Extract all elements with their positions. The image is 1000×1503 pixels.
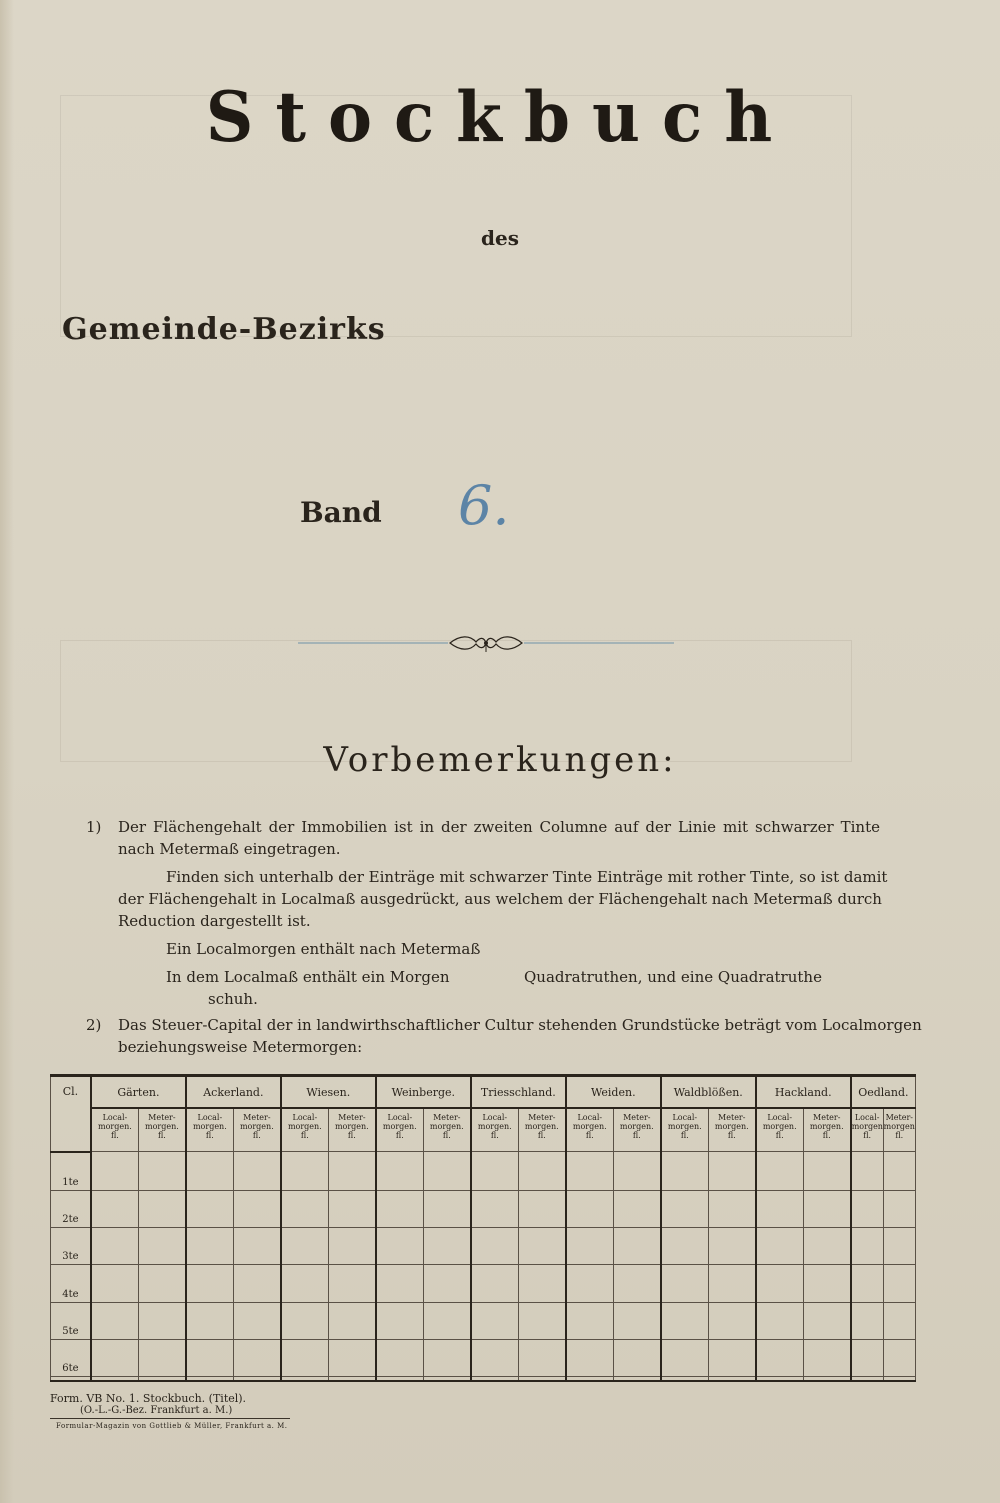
table-cell: [756, 1340, 803, 1377]
band-label: Band: [300, 496, 382, 529]
table-cell: [803, 1302, 850, 1339]
table-cell: [423, 1152, 471, 1191]
table-cell: [423, 1302, 471, 1339]
table-cell: [376, 1152, 423, 1191]
table-cell: [613, 1377, 661, 1381]
table-cell: [138, 1190, 185, 1227]
table-cell: [186, 1340, 233, 1377]
table-cell: [423, 1190, 471, 1227]
table-cell: [281, 1228, 328, 1265]
table-cell: [138, 1377, 185, 1381]
table-cell: [661, 1302, 708, 1339]
form-number: Form. VB No. 1. Stockbuch. (Titel).: [50, 1392, 247, 1405]
table-cell: [471, 1228, 518, 1265]
table-cell: [708, 1228, 755, 1265]
footer-rule: [50, 1418, 290, 1419]
note-1-line-6: Ein Localmorgen enthält nach Metermaß: [166, 940, 481, 958]
table-cell: [233, 1377, 280, 1381]
document-title: Stockbuch: [205, 76, 795, 158]
gemeinde-bezirks-label: Gemeinde-Bezirks: [62, 312, 386, 347]
table-cell: [883, 1265, 915, 1302]
note-1-line-7a: In dem Localmaß enthält ein Morgen: [166, 968, 450, 986]
table-cell: [281, 1302, 328, 1339]
table-cell: [91, 1377, 138, 1381]
table-cell: [661, 1152, 708, 1191]
table-cell: [376, 1340, 423, 1377]
note-2-line-2: beziehungsweise Metermorgen:: [118, 1038, 363, 1056]
group-header: Waldblößen.: [661, 1076, 756, 1109]
table-cell: [883, 1377, 915, 1381]
table-cell: [883, 1302, 915, 1339]
table-cell: [661, 1190, 708, 1227]
table-cell: [566, 1265, 613, 1302]
local-header: Local- morgen. fl.: [281, 1108, 328, 1152]
table-cell: [376, 1190, 423, 1227]
table-cell: [518, 1340, 566, 1377]
table-cell: [851, 1228, 883, 1265]
local-header: Local- morgen. fl.: [186, 1108, 233, 1152]
table-cell: [803, 1340, 850, 1377]
table-cell: [566, 1302, 613, 1339]
table-cell: [566, 1377, 613, 1381]
note-1-line-5: Reduction dargestellt ist.: [118, 912, 311, 930]
table-cell: [328, 1190, 376, 1227]
table-cell: [186, 1152, 233, 1191]
table-cell: [851, 1302, 883, 1339]
table-cell: [328, 1340, 376, 1377]
table-cell: [186, 1190, 233, 1227]
table-cell: [233, 1302, 280, 1339]
note-1-line-3: Finden sich unterhalb der Einträge mit schwarzer Tinte Einträge mit rother Tinte, so ist damit: [166, 868, 888, 886]
note-1-line-8: schuh.: [208, 990, 258, 1008]
table-row: [51, 1152, 916, 1191]
table-cell: [328, 1377, 376, 1381]
group-header: Weiden.: [566, 1076, 661, 1109]
meter-header: Meter- morgen. fl.: [708, 1108, 755, 1152]
table-cell: [233, 1190, 280, 1227]
table-cell: [328, 1228, 376, 1265]
table-cell: [281, 1152, 328, 1191]
group-header: Oedland.: [851, 1076, 916, 1109]
table-cell: [613, 1302, 661, 1339]
note-1-line-4: der Flächengehalt in Localmaß ausgedrückt, aus welchem der Flächengehalt nach Metermaß durch: [118, 890, 882, 908]
table-cell: [851, 1340, 883, 1377]
table-cell: [518, 1265, 566, 1302]
table-cell: [471, 1302, 518, 1339]
table-cell: [91, 1302, 138, 1339]
table-cell: [661, 1340, 708, 1377]
table-cell: [138, 1340, 185, 1377]
group-header: Ackerland.: [186, 1076, 281, 1109]
meter-header: Meter- morgen. fl.: [328, 1108, 376, 1152]
table-cell: [186, 1265, 233, 1302]
class-label: 3te: [51, 1228, 91, 1265]
class-label: 6te: [51, 1340, 91, 1377]
table-cell: [186, 1302, 233, 1339]
table-cell: [471, 1377, 518, 1381]
table-cell: [613, 1190, 661, 1227]
section-heading-vorbemerkungen: Vorbemerkungen:: [323, 740, 677, 780]
table-cell: [708, 1302, 755, 1339]
table-sub-header-row: [51, 1108, 916, 1152]
ornamental-divider: [298, 633, 674, 653]
table-cell: [566, 1228, 613, 1265]
note-1-line-1: Der Flächengehalt der Immobilien ist in der zweiten Columne auf der Linie mit schwarzer Tinte: [118, 818, 880, 836]
table-cell: [281, 1190, 328, 1227]
table-cell: [471, 1340, 518, 1377]
table-cell: [233, 1265, 280, 1302]
local-header: Local- morgen. fl.: [756, 1108, 803, 1152]
table-cell: [708, 1152, 755, 1191]
table-cell: [851, 1152, 883, 1191]
table-cell: [518, 1228, 566, 1265]
class-label: 1te: [51, 1152, 91, 1191]
table-cell: [91, 1340, 138, 1377]
class-label: 4te: [51, 1265, 91, 1302]
table-cell: [756, 1377, 803, 1381]
table-cell: [423, 1340, 471, 1377]
table-row: [51, 1377, 916, 1381]
printer-imprint: Formular-Magazin von Gottlieb & Müller, Frankfurt a. M.: [56, 1422, 288, 1430]
group-header: Gärten.: [91, 1076, 186, 1109]
band-handwritten-value: 6.: [458, 474, 510, 537]
table-cell: [756, 1152, 803, 1191]
table-cell: [613, 1340, 661, 1377]
table-cell: [803, 1190, 850, 1227]
table-cell: [518, 1377, 566, 1381]
table-cell: [851, 1377, 883, 1381]
table-cell: [233, 1152, 280, 1191]
table-row: [51, 1228, 916, 1265]
table-cell: [803, 1377, 850, 1381]
table-cell: [661, 1228, 708, 1265]
group-header: Weinberge.: [376, 1076, 471, 1109]
class-label: 2te: [51, 1190, 91, 1227]
group-header: Wiesen.: [281, 1076, 376, 1109]
table-cell: [51, 1377, 91, 1381]
table-row: [51, 1265, 916, 1302]
table-cell: [518, 1190, 566, 1227]
table-cell: [566, 1190, 613, 1227]
local-header: Local- morgen. fl.: [471, 1108, 518, 1152]
steuer-capital-grid: [50, 1074, 916, 1382]
meter-header: Meter- morgen. fl.: [518, 1108, 566, 1152]
table-cell: [803, 1152, 850, 1191]
table-cell: [883, 1190, 915, 1227]
note-2-number: 2): [86, 1016, 102, 1034]
table-cell: [138, 1228, 185, 1265]
table-cell: [138, 1265, 185, 1302]
table-cell: [566, 1152, 613, 1191]
table-cell: [566, 1340, 613, 1377]
table-row: [51, 1190, 916, 1227]
table-cell: [471, 1265, 518, 1302]
group-header: Hackland.: [756, 1076, 851, 1109]
meter-header: Meter- morgen. fl.: [613, 1108, 661, 1152]
local-header: Local- morgen. fl.: [376, 1108, 423, 1152]
meter-header: Meter- morgen. fl.: [138, 1108, 185, 1152]
table-cell: [661, 1377, 708, 1381]
table-cell: [851, 1190, 883, 1227]
table-cell: [423, 1377, 471, 1381]
note-1-number: 1): [86, 818, 102, 836]
table-cell: [91, 1228, 138, 1265]
table-cell: [328, 1265, 376, 1302]
table-cell: [756, 1190, 803, 1227]
table-cell: [756, 1265, 803, 1302]
table-cell: [708, 1190, 755, 1227]
table-cell: [423, 1265, 471, 1302]
table-cell: [233, 1340, 280, 1377]
table-cell: [423, 1228, 471, 1265]
table-cell: [883, 1152, 915, 1191]
local-header: Local- morgen. fl.: [91, 1108, 138, 1152]
table-cell: [138, 1302, 185, 1339]
table-cell: [138, 1152, 185, 1191]
note-2-line-1: Das Steuer-Capital der in landwirthschaftlicher Cultur stehenden Grundstücke beträgt vom Localmorgen: [118, 1016, 922, 1034]
local-header: Local- morgen fl.: [851, 1108, 883, 1152]
note-1-line-2: nach Metermaß eingetragen.: [118, 840, 341, 858]
table-cell: [613, 1228, 661, 1265]
table-cell: [803, 1228, 850, 1265]
local-header: Local- morgen. fl.: [566, 1108, 613, 1152]
table-cell: [281, 1377, 328, 1381]
table-cell: [518, 1152, 566, 1191]
table-cell: [883, 1228, 915, 1265]
table-cell: [376, 1228, 423, 1265]
steuer-capital-table: [50, 1074, 916, 1382]
table-cell: [376, 1377, 423, 1381]
table-row: [51, 1340, 916, 1377]
table-group-header-row: [51, 1076, 916, 1109]
table-cell: [756, 1302, 803, 1339]
table-cell: [186, 1377, 233, 1381]
table-cell: [91, 1265, 138, 1302]
table-cell: [756, 1228, 803, 1265]
table-cell: [661, 1265, 708, 1302]
meter-header: Meter- morgen. fl.: [803, 1108, 850, 1152]
table-cell: [518, 1302, 566, 1339]
table-cell: [281, 1340, 328, 1377]
table-cell: [613, 1265, 661, 1302]
table-cell: [91, 1190, 138, 1227]
class-header: Cl.: [51, 1076, 91, 1152]
table-cell: [376, 1265, 423, 1302]
table-cell: [708, 1265, 755, 1302]
table-cell: [233, 1228, 280, 1265]
table-cell: [851, 1265, 883, 1302]
table-cell: [186, 1228, 233, 1265]
local-header: Local- morgen. fl.: [661, 1108, 708, 1152]
meter-header: Meter- morgen. fl.: [233, 1108, 280, 1152]
meter-header: Meter- morgen. fl.: [423, 1108, 471, 1152]
class-label: 5te: [51, 1302, 91, 1339]
table-cell: [328, 1152, 376, 1191]
table-cell: [708, 1377, 755, 1381]
meter-header: Meter- morgen fl.: [883, 1108, 915, 1152]
table-cell: [281, 1265, 328, 1302]
table-cell: [91, 1152, 138, 1191]
table-cell: [613, 1152, 661, 1191]
table-cell: [328, 1302, 376, 1339]
table-cell: [803, 1265, 850, 1302]
group-header: Triesschland.: [471, 1076, 566, 1109]
table-cell: [708, 1340, 755, 1377]
table-cell: [883, 1340, 915, 1377]
article-des: des: [481, 226, 519, 250]
form-district: (O.-L.-G.-Bez. Frankfurt a. M.): [80, 1405, 233, 1416]
table-cell: [376, 1302, 423, 1339]
note-1-line-7b: Quadratruthen, und eine Quadratruthe: [524, 968, 822, 986]
table-cell: [471, 1190, 518, 1227]
table-row: [51, 1302, 916, 1339]
table-cell: [471, 1152, 518, 1191]
